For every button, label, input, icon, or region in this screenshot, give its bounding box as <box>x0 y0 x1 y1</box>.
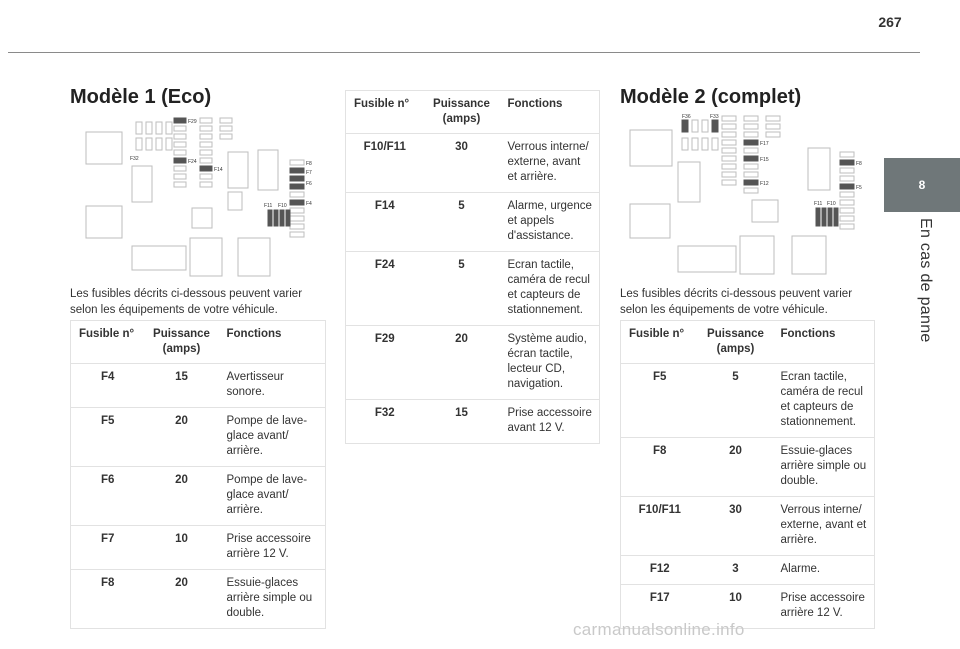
diagram-label-f8: F8 <box>306 161 312 167</box>
fuse-amps: 5 <box>422 252 500 326</box>
fuse-number: F29 <box>346 326 422 400</box>
column-header-fuse: Fusible n° <box>621 321 697 364</box>
fuse-function: Ecran tactile, caméra de recul et capteurs de stationnement. <box>500 252 600 326</box>
fuse-amps: 15 <box>143 364 219 408</box>
fuse-amps: 20 <box>143 467 219 526</box>
fuse-function: Alarme. <box>773 556 875 585</box>
fuse-amps: 20 <box>175 577 188 589</box>
diagram-label-f33: F33 <box>710 114 719 120</box>
fuse-number: F6 <box>71 467 143 526</box>
table-row <box>621 497 875 556</box>
diagram-label-f10: F10 <box>827 201 836 207</box>
fuse-number: F8 <box>101 577 115 589</box>
fuse-number: F12 <box>621 556 697 585</box>
table-row <box>71 570 326 629</box>
column-header-fuse: Fusible n° <box>71 321 143 364</box>
diagram-label-f6: F6 <box>306 181 312 187</box>
fuse-function: Verrous interne/ externe, avant et arrière. <box>773 497 875 556</box>
table-header-row <box>621 321 875 364</box>
fuse-amps: 20 <box>422 326 500 400</box>
fuse-function: Prise accessoire avant 12 V. <box>507 407 592 434</box>
fuse-amps: 15 <box>455 407 468 419</box>
chapter-title: En cas de panne <box>917 218 934 343</box>
fuse-amps: 20 <box>697 438 773 497</box>
fuse-number: F32 <box>374 407 395 419</box>
column-header-functions: Fonctions <box>219 321 326 364</box>
model1-fuse-table <box>70 320 326 629</box>
diagram-label-f14: F14 <box>214 167 223 173</box>
fuse-amps: 30 <box>422 134 500 193</box>
fuse-function: Prise accessoire arrière 12 V. <box>780 592 865 619</box>
column-header-amps: Puissance (amps) <box>422 91 500 134</box>
diagram-label-f12: F12 <box>760 181 769 187</box>
column-header-functions: Fonctions <box>500 91 600 134</box>
fuse-function: Alarme, urgence et appels d'assistance. <box>500 193 600 252</box>
model1-title: Modèle 1 (Eco) <box>70 86 212 108</box>
model1-fuse-diagram <box>82 114 312 280</box>
table-row <box>346 193 600 252</box>
table-row <box>71 408 326 467</box>
table-row <box>71 467 326 526</box>
fuse-amps: 5 <box>422 193 500 252</box>
table-row <box>346 134 600 193</box>
fuse-number: F24 <box>346 252 422 326</box>
table-row <box>621 556 875 585</box>
diagram-label-f7: F7 <box>306 170 312 176</box>
fuse-function: Essuie-glaces arrière simple ou double. <box>226 577 313 619</box>
diagram-label-f36: F36 <box>682 114 691 120</box>
model2-intro: Les fusibles décrits ci-dessous peuvent varier selon les équipements de votre véhicule. <box>620 288 853 316</box>
fuse-amps: 10 <box>143 526 219 570</box>
diagram-label-f11: F11 <box>814 201 823 207</box>
table-row <box>346 252 600 326</box>
diagram-label-f29: F29 <box>188 119 197 125</box>
fuse-function: Essuie-glaces arrière simple ou double. <box>773 438 875 497</box>
table-row <box>621 364 875 438</box>
fuse-function: Prise accessoire arrière 12 V. <box>219 526 326 570</box>
diagram-label-f24: F24 <box>188 159 197 165</box>
middle-fuse-table <box>345 90 600 444</box>
diagram-label-f10: F10 <box>278 203 287 209</box>
fuse-function: Verrous interne/ externe, avant et arrière. <box>500 134 600 193</box>
column-header-fuse: Fusible n° <box>346 91 422 134</box>
fuse-function: Pompe de lave-glace avant/ arrière. <box>219 467 326 526</box>
fuse-function: Ecran tactile, caméra de recul et capteurs de stationnement. <box>773 364 875 438</box>
table-row <box>71 526 326 570</box>
fuse-amps: 10 <box>729 592 742 604</box>
diagram-label-f8: F8 <box>856 161 862 167</box>
fuse-number: F14 <box>346 193 422 252</box>
column-header-amps: Puissance (amps) <box>697 321 773 364</box>
diagram-label-f15: F15 <box>760 157 769 163</box>
model2-fuse-diagram <box>626 112 864 278</box>
model2-title: Modèle 2 (complet) <box>620 86 802 108</box>
fuse-function: Pompe de lave-glace avant/ arrière. <box>219 408 326 467</box>
fuse-number: F4 <box>71 364 143 408</box>
watermark: carmanualsonline.info <box>573 620 745 639</box>
diagram-label-f17: F17 <box>760 141 769 147</box>
model1-intro: Les fusibles décrits ci-dessous peuvent varier selon les équipements de votre véhicule. <box>70 288 303 316</box>
fuse-number: F10/F11 <box>621 497 697 556</box>
diagram-label-f11: F11 <box>264 203 273 209</box>
table-row <box>71 364 326 408</box>
fuse-amps: 3 <box>697 556 773 585</box>
fuse-number: F7 <box>71 526 143 570</box>
table-header-row <box>346 91 600 134</box>
model2-fuse-table <box>620 320 875 629</box>
page-number: 267 <box>878 14 902 30</box>
table-row <box>346 326 600 400</box>
fuse-number: F10/F11 <box>346 134 422 193</box>
fuse-number: F17 <box>649 592 670 604</box>
column-header-functions: Fonctions <box>773 321 875 364</box>
diagram-label-f4: F4 <box>306 201 312 207</box>
fuse-number: F5 <box>71 408 143 467</box>
table-row <box>346 400 600 444</box>
diagram-label-f5: F5 <box>856 185 862 191</box>
fuse-amps: 5 <box>697 364 773 438</box>
fuse-function: Avertisseur sonore. <box>219 364 326 408</box>
fuse-number: F8 <box>621 438 697 497</box>
fuse-function: Système audio, écran tactile, lecteur CD, navigation. <box>500 326 600 400</box>
diagram-label-f32: F32 <box>130 156 139 162</box>
fuse-number: F5 <box>621 364 697 438</box>
chapter-number: 8 <box>918 178 926 192</box>
header-divider <box>8 52 920 53</box>
column-header-amps: Puissance (amps) <box>143 321 219 364</box>
table-header-row <box>71 321 326 364</box>
fuse-amps: 20 <box>143 408 219 467</box>
chapter-tab[interactable] <box>884 158 960 212</box>
table-row <box>621 438 875 497</box>
fuse-amps: 30 <box>697 497 773 556</box>
